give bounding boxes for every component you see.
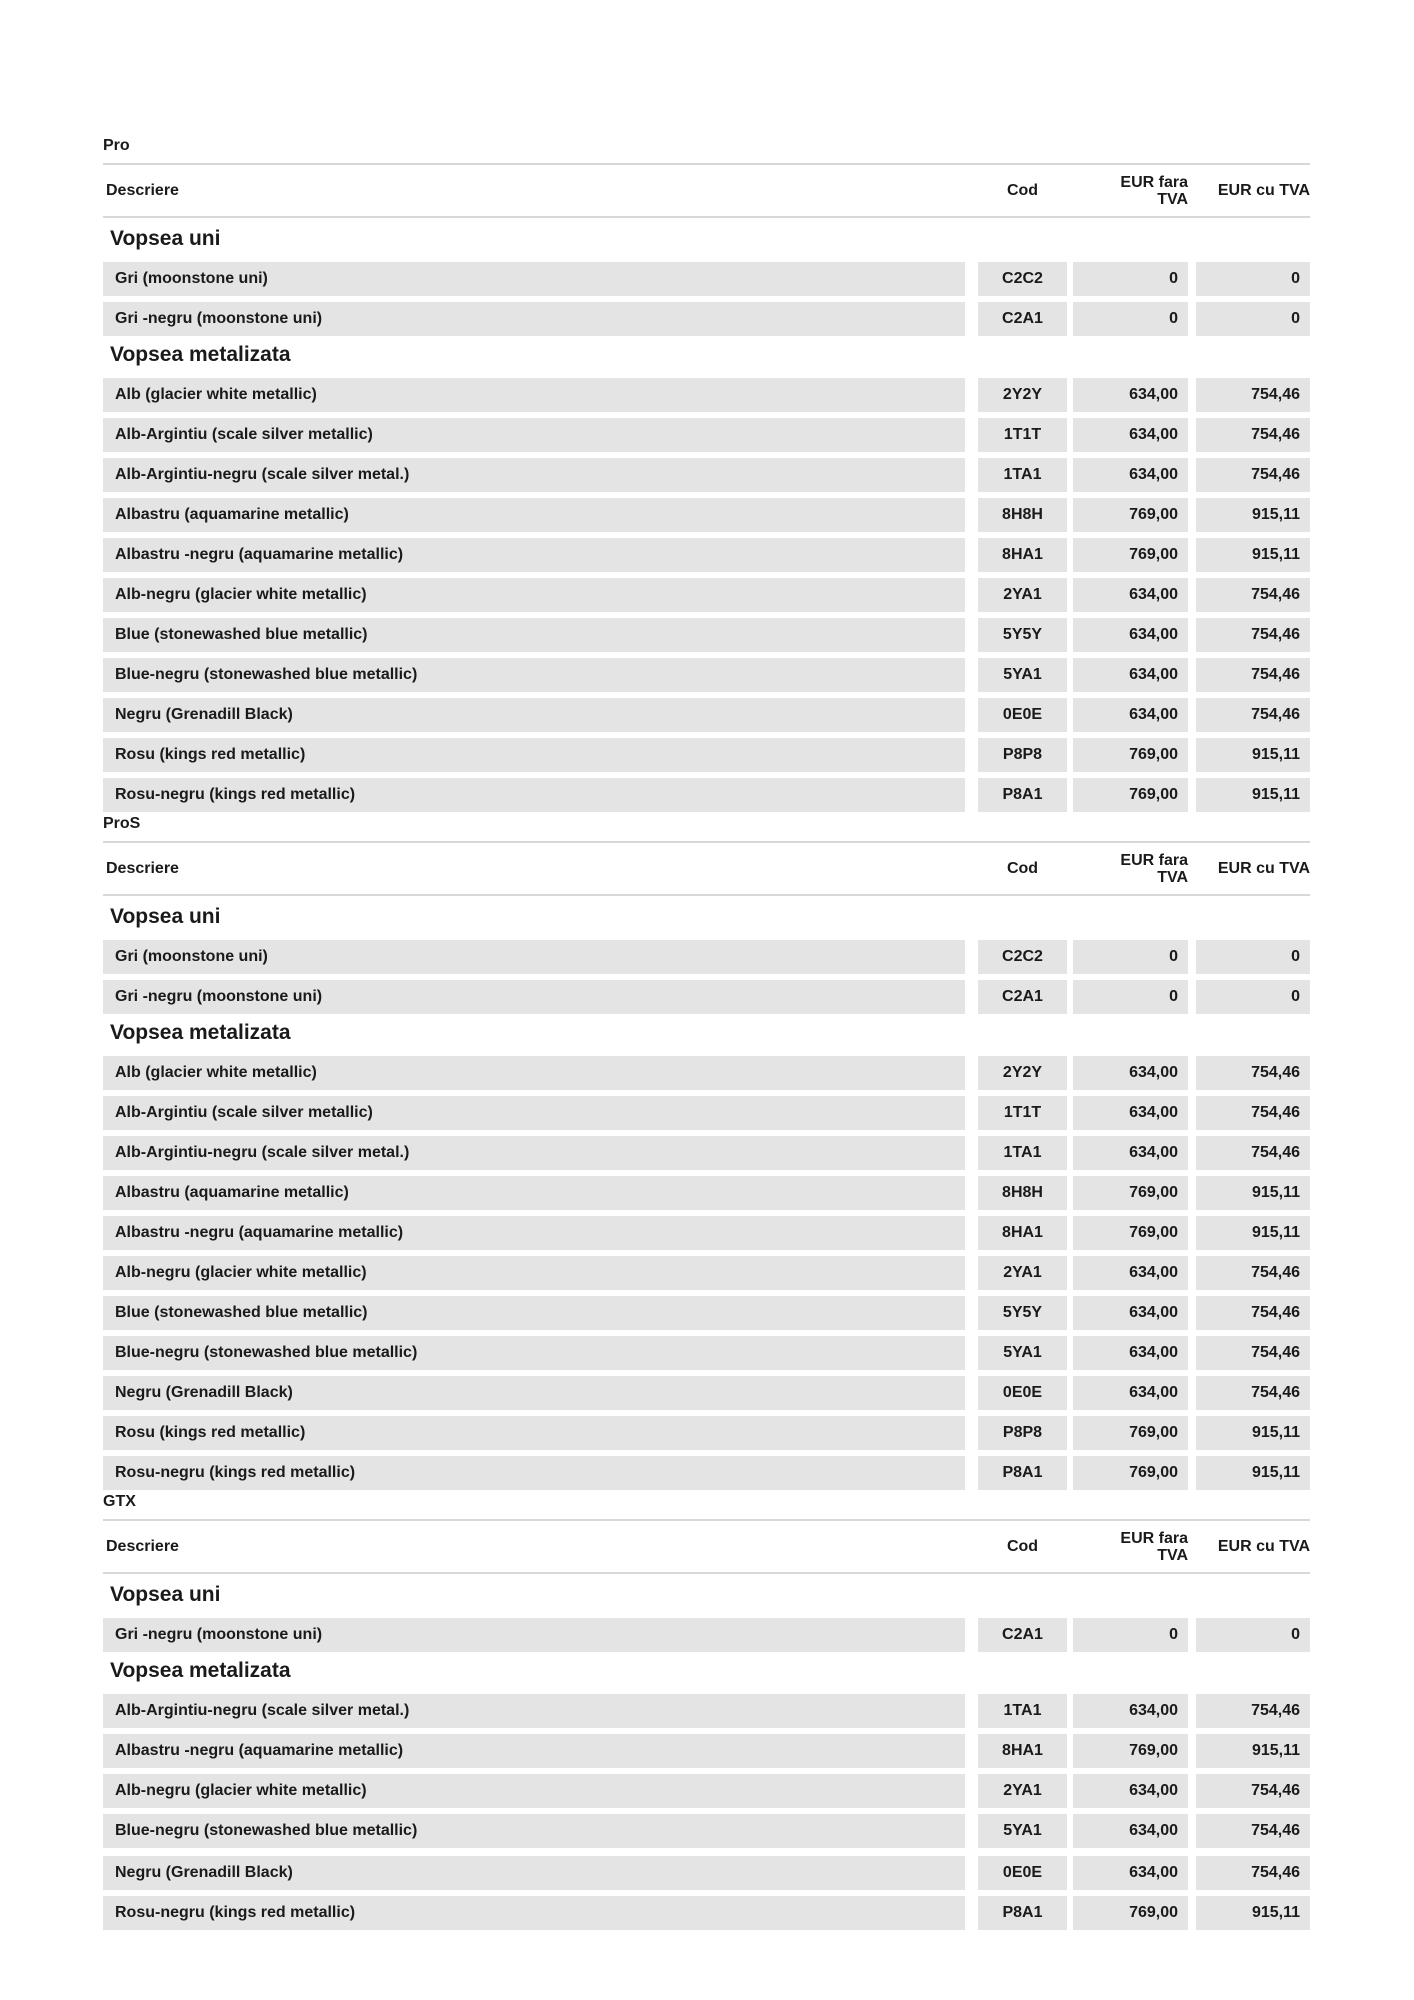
row-eur-cu-tva: 915,11 xyxy=(1196,738,1310,772)
row-cod: P8A1 xyxy=(978,1456,1067,1490)
row-eur-cu-tva: 754,46 xyxy=(1196,658,1310,692)
row-eur-cu-tva: 754,46 xyxy=(1196,1814,1310,1848)
table-row xyxy=(103,1216,1310,1250)
row-descriere: Alb-Argintiu-negru (scale silver metal.) xyxy=(103,1694,965,1728)
table-row xyxy=(103,1096,1310,1130)
row-cod: P8A1 xyxy=(978,1896,1067,1930)
table-row xyxy=(103,418,1310,452)
table-row xyxy=(103,1336,1310,1370)
row-cod: C2A1 xyxy=(978,1618,1067,1652)
row-eur-fara-tva: 634,00 xyxy=(1073,618,1188,652)
row-cod: C2A1 xyxy=(978,980,1067,1014)
column-header-descriere: Descriere xyxy=(106,1537,179,1555)
row-descriere: Alb-negru (glacier white metallic) xyxy=(103,1256,965,1290)
row-cod: P8A1 xyxy=(978,778,1067,812)
row-eur-cu-tva: 0 xyxy=(1196,262,1310,296)
column-header-cod: Cod xyxy=(1006,859,1039,877)
row-eur-cu-tva: 754,46 xyxy=(1196,418,1310,452)
section-label: GTX xyxy=(103,1493,136,1510)
table-row xyxy=(103,940,1310,974)
row-descriere: Negru (Grenadill Black) xyxy=(103,1856,965,1890)
column-header-cod: Cod xyxy=(1006,1537,1039,1555)
header-rule-bottom xyxy=(103,1572,1310,1574)
row-cod: 5YA1 xyxy=(978,1336,1067,1370)
paint-group xyxy=(103,1658,1310,1930)
row-eur-cu-tva: 754,46 xyxy=(1196,1256,1310,1290)
row-eur-fara-tva: 769,00 xyxy=(1073,738,1188,772)
row-eur-fara-tva: 634,00 xyxy=(1073,458,1188,492)
table-row xyxy=(103,498,1310,532)
row-descriere: Rosu (kings red metallic) xyxy=(103,1416,965,1450)
row-cod: 5YA1 xyxy=(978,658,1067,692)
row-eur-cu-tva: 754,46 xyxy=(1196,1296,1310,1330)
table-row xyxy=(103,1896,1310,1930)
row-descriere: Rosu (kings red metallic) xyxy=(103,738,965,772)
row-cod: 5Y5Y xyxy=(978,1296,1067,1330)
row-eur-fara-tva: 769,00 xyxy=(1073,1456,1188,1490)
row-cod: 0E0E xyxy=(978,1376,1067,1410)
row-eur-fara-tva: 634,00 xyxy=(1073,578,1188,612)
price-section-pros xyxy=(103,814,1310,1490)
row-descriere: Gri -negru (moonstone uni) xyxy=(103,1618,965,1652)
row-cod: 1TA1 xyxy=(978,1136,1067,1170)
row-eur-fara-tva: 634,00 xyxy=(1073,658,1188,692)
row-eur-fara-tva: 769,00 xyxy=(1073,778,1188,812)
row-eur-cu-tva: 0 xyxy=(1196,940,1310,974)
row-eur-fara-tva: 634,00 xyxy=(1073,1376,1188,1410)
row-descriere: Alb-negru (glacier white metallic) xyxy=(103,1774,965,1808)
table-row xyxy=(103,538,1310,572)
row-eur-fara-tva: 634,00 xyxy=(1073,698,1188,732)
row-eur-cu-tva: 915,11 xyxy=(1196,498,1310,532)
row-descriere: Blue-negru (stonewashed blue metallic) xyxy=(103,1814,965,1848)
row-descriere: Alb-Argintiu (scale silver metallic) xyxy=(103,1096,965,1130)
table-row xyxy=(103,1694,1310,1728)
row-cod: 8HA1 xyxy=(978,1216,1067,1250)
row-eur-fara-tva: 634,00 xyxy=(1073,418,1188,452)
table-row xyxy=(103,1136,1310,1170)
group-heading: Vopsea metalizata xyxy=(110,1659,291,1682)
column-header-descriere: Descriere xyxy=(106,859,179,877)
row-descriere: Albastru (aquamarine metallic) xyxy=(103,498,965,532)
row-eur-fara-tva: 0 xyxy=(1073,302,1188,336)
section-label: ProS xyxy=(103,815,141,832)
row-cod: 8H8H xyxy=(978,1176,1067,1210)
table-row xyxy=(103,1774,1310,1808)
table-row xyxy=(103,1176,1310,1210)
row-eur-cu-tva: 915,11 xyxy=(1196,538,1310,572)
row-descriere: Rosu-negru (kings red metallic) xyxy=(103,1896,965,1930)
row-eur-cu-tva: 754,46 xyxy=(1196,458,1310,492)
column-header-cod: Cod xyxy=(1006,181,1039,199)
row-cod: C2A1 xyxy=(978,302,1067,336)
row-cod: P8P8 xyxy=(978,1416,1067,1450)
table-row xyxy=(103,1056,1310,1090)
table-row xyxy=(103,1376,1310,1410)
row-eur-fara-tva: 769,00 xyxy=(1073,498,1188,532)
table-row xyxy=(103,658,1310,692)
row-cod: 2YA1 xyxy=(978,1256,1067,1290)
row-eur-fara-tva: 769,00 xyxy=(1073,1734,1188,1768)
row-descriere: Alb-negru (glacier white metallic) xyxy=(103,578,965,612)
column-header-eur-cu-tva: EUR cu TVA xyxy=(1217,1537,1310,1555)
column-header-eur-fara-tva: EUR fara TVA xyxy=(1120,1529,1188,1564)
column-header-eur-cu-tva: EUR cu TVA xyxy=(1217,859,1310,877)
row-eur-fara-tva: 769,00 xyxy=(1073,1416,1188,1450)
row-eur-fara-tva: 634,00 xyxy=(1073,1856,1188,1890)
row-eur-fara-tva: 769,00 xyxy=(1073,1896,1188,1930)
row-descriere: Blue (stonewashed blue metallic) xyxy=(103,618,965,652)
row-cod: P8P8 xyxy=(978,738,1067,772)
row-cod: 0E0E xyxy=(978,698,1067,732)
row-descriere: Albastru (aquamarine metallic) xyxy=(103,1176,965,1210)
row-descriere: Gri (moonstone uni) xyxy=(103,262,965,296)
row-descriere: Alb (glacier white metallic) xyxy=(103,378,965,412)
paint-group xyxy=(103,1020,1310,1490)
row-descriere: Alb-Argintiu (scale silver metallic) xyxy=(103,418,965,452)
row-cod: 2YA1 xyxy=(978,578,1067,612)
paint-group xyxy=(103,342,1310,812)
row-eur-fara-tva: 769,00 xyxy=(1073,538,1188,572)
table-header xyxy=(103,165,1310,216)
row-eur-cu-tva: 754,46 xyxy=(1196,578,1310,612)
row-eur-cu-tva: 754,46 xyxy=(1196,1856,1310,1890)
table-row xyxy=(103,1256,1310,1290)
group-heading: Vopsea uni xyxy=(110,1583,221,1606)
row-eur-fara-tva: 634,00 xyxy=(1073,1136,1188,1170)
row-cod: C2C2 xyxy=(978,940,1067,974)
table-row xyxy=(103,1856,1310,1890)
row-eur-cu-tva: 754,46 xyxy=(1196,1774,1310,1808)
row-eur-cu-tva: 754,46 xyxy=(1196,378,1310,412)
table-row xyxy=(103,1734,1310,1768)
table-row xyxy=(103,458,1310,492)
row-descriere: Negru (Grenadill Black) xyxy=(103,698,965,732)
header-rule-bottom xyxy=(103,894,1310,896)
row-eur-fara-tva: 0 xyxy=(1073,940,1188,974)
row-descriere: Alb-Argintiu-negru (scale silver metal.) xyxy=(103,1136,965,1170)
row-eur-cu-tva: 0 xyxy=(1196,1618,1310,1652)
group-heading: Vopsea uni xyxy=(110,905,221,928)
table-row xyxy=(103,1456,1310,1490)
row-eur-fara-tva: 634,00 xyxy=(1073,1096,1188,1130)
row-cod: 8HA1 xyxy=(978,1734,1067,1768)
row-eur-fara-tva: 769,00 xyxy=(1073,1176,1188,1210)
row-descriere: Rosu-negru (kings red metallic) xyxy=(103,778,965,812)
column-header-descriere: Descriere xyxy=(106,181,179,199)
row-eur-cu-tva: 915,11 xyxy=(1196,1416,1310,1450)
price-section-gtx xyxy=(103,1492,1310,1930)
table-row xyxy=(103,1296,1310,1330)
row-descriere: Blue-negru (stonewashed blue metallic) xyxy=(103,1336,965,1370)
row-eur-fara-tva: 634,00 xyxy=(1073,1814,1188,1848)
row-eur-fara-tva: 0 xyxy=(1073,1618,1188,1652)
row-eur-fara-tva: 769,00 xyxy=(1073,1216,1188,1250)
column-header-eur-cu-tva: EUR cu TVA xyxy=(1217,181,1310,199)
row-cod: 8HA1 xyxy=(978,538,1067,572)
header-rule-bottom xyxy=(103,216,1310,218)
table-header xyxy=(103,1521,1310,1572)
row-cod: 1TA1 xyxy=(978,458,1067,492)
table-header xyxy=(103,843,1310,894)
group-heading: Vopsea uni xyxy=(110,227,221,250)
table-row xyxy=(103,698,1310,732)
row-eur-cu-tva: 915,11 xyxy=(1196,1456,1310,1490)
row-eur-cu-tva: 754,46 xyxy=(1196,618,1310,652)
row-eur-cu-tva: 754,46 xyxy=(1196,698,1310,732)
table-row xyxy=(103,980,1310,1014)
group-heading: Vopsea metalizata xyxy=(110,1021,291,1044)
column-header-eur-fara-tva: EUR fara TVA xyxy=(1120,173,1188,208)
row-descriere: Negru (Grenadill Black) xyxy=(103,1376,965,1410)
row-descriere: Alb (glacier white metallic) xyxy=(103,1056,965,1090)
paint-group xyxy=(103,1582,1310,1652)
table-row xyxy=(103,1814,1310,1848)
row-descriere: Gri (moonstone uni) xyxy=(103,940,965,974)
row-cod: 1T1T xyxy=(978,418,1067,452)
row-eur-cu-tva: 915,11 xyxy=(1196,1216,1310,1250)
row-eur-fara-tva: 634,00 xyxy=(1073,1056,1188,1090)
section-label: Pro xyxy=(103,137,130,154)
row-eur-cu-tva: 915,11 xyxy=(1196,778,1310,812)
row-eur-cu-tva: 0 xyxy=(1196,980,1310,1014)
row-cod: 0E0E xyxy=(978,1856,1067,1890)
row-eur-fara-tva: 634,00 xyxy=(1073,1336,1188,1370)
price-section-pro xyxy=(103,136,1310,812)
row-cod: 5Y5Y xyxy=(978,618,1067,652)
row-eur-cu-tva: 915,11 xyxy=(1196,1734,1310,1768)
row-eur-fara-tva: 0 xyxy=(1073,262,1188,296)
table-row xyxy=(103,302,1310,336)
table-row xyxy=(103,578,1310,612)
row-eur-fara-tva: 634,00 xyxy=(1073,1296,1188,1330)
table-row xyxy=(103,1416,1310,1450)
paint-group xyxy=(103,904,1310,1014)
row-eur-fara-tva: 634,00 xyxy=(1073,1774,1188,1808)
row-cod: 8H8H xyxy=(978,498,1067,532)
row-eur-cu-tva: 754,46 xyxy=(1196,1096,1310,1130)
row-descriere: Blue-negru (stonewashed blue metallic) xyxy=(103,658,965,692)
row-eur-fara-tva: 634,00 xyxy=(1073,1694,1188,1728)
row-eur-cu-tva: 754,46 xyxy=(1196,1056,1310,1090)
row-descriere: Rosu-negru (kings red metallic) xyxy=(103,1456,965,1490)
table-row xyxy=(103,618,1310,652)
row-descriere: Gri -negru (moonstone uni) xyxy=(103,302,965,336)
row-eur-fara-tva: 0 xyxy=(1073,980,1188,1014)
row-eur-cu-tva: 915,11 xyxy=(1196,1896,1310,1930)
row-eur-cu-tva: 754,46 xyxy=(1196,1336,1310,1370)
row-descriere: Albastru -negru (aquamarine metallic) xyxy=(103,1734,965,1768)
row-eur-cu-tva: 0 xyxy=(1196,302,1310,336)
row-eur-cu-tva: 754,46 xyxy=(1196,1694,1310,1728)
table-row xyxy=(103,262,1310,296)
table-row xyxy=(103,378,1310,412)
row-eur-cu-tva: 915,11 xyxy=(1196,1176,1310,1210)
row-eur-fara-tva: 634,00 xyxy=(1073,1256,1188,1290)
row-descriere: Alb-Argintiu-negru (scale silver metal.) xyxy=(103,458,965,492)
row-eur-cu-tva: 754,46 xyxy=(1196,1376,1310,1410)
row-descriere: Blue (stonewashed blue metallic) xyxy=(103,1296,965,1330)
row-cod: C2C2 xyxy=(978,262,1067,296)
row-cod: 1TA1 xyxy=(978,1694,1067,1728)
row-cod: 5YA1 xyxy=(978,1814,1067,1848)
table-row xyxy=(103,778,1310,812)
table-row xyxy=(103,738,1310,772)
group-heading: Vopsea metalizata xyxy=(110,343,291,366)
row-cod: 2Y2Y xyxy=(978,1056,1067,1090)
row-eur-cu-tva: 754,46 xyxy=(1196,1136,1310,1170)
row-eur-fara-tva: 634,00 xyxy=(1073,378,1188,412)
column-header-eur-fara-tva: EUR fara TVA xyxy=(1120,851,1188,886)
row-cod: 1T1T xyxy=(978,1096,1067,1130)
row-descriere: Albastru -negru (aquamarine metallic) xyxy=(103,538,965,572)
row-descriere: Albastru -negru (aquamarine metallic) xyxy=(103,1216,965,1250)
row-cod: 2YA1 xyxy=(978,1774,1067,1808)
table-row xyxy=(103,1618,1310,1652)
row-cod: 2Y2Y xyxy=(978,378,1067,412)
paint-group xyxy=(103,226,1310,336)
row-descriere: Gri -negru (moonstone uni) xyxy=(103,980,965,1014)
